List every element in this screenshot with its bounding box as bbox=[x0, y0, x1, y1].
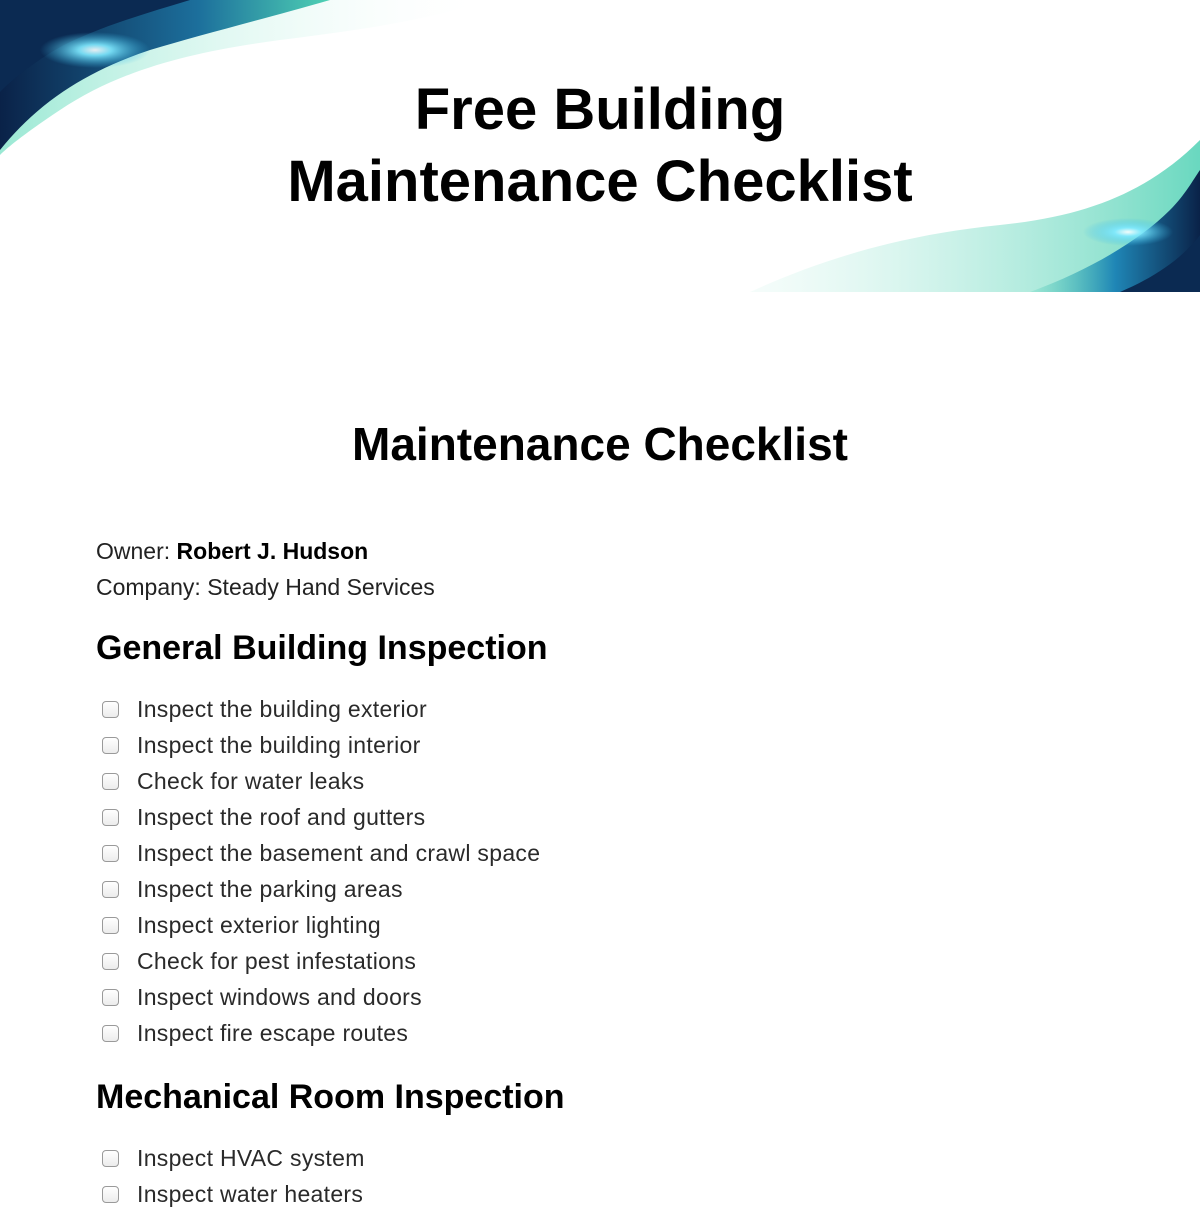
checklist-item bbox=[96, 943, 1096, 979]
checklist-item bbox=[96, 871, 1096, 907]
section-heading: General Building Inspection bbox=[96, 629, 548, 667]
checkbox[interactable] bbox=[102, 1025, 119, 1042]
checkbox[interactable] bbox=[102, 737, 119, 754]
checklist-item bbox=[96, 763, 1096, 799]
checklist-item bbox=[96, 691, 1096, 727]
owner-row bbox=[96, 533, 435, 569]
checklist-item bbox=[96, 835, 1096, 871]
checklist-item bbox=[96, 727, 1096, 763]
checkbox[interactable] bbox=[102, 809, 119, 826]
checklist-item-label: Inspect windows and doors bbox=[137, 983, 422, 1010]
checklist-item-label: Inspect exterior lighting bbox=[137, 911, 382, 938]
checkbox[interactable] bbox=[102, 917, 119, 934]
checkbox[interactable] bbox=[102, 953, 119, 970]
company-label: Company: bbox=[96, 574, 201, 600]
checklist bbox=[96, 1140, 1096, 1212]
checklist-item-label: Inspect fire escape routes bbox=[137, 1019, 409, 1046]
owner-value: Robert J. Hudson bbox=[176, 538, 369, 564]
owner-label: Owner: bbox=[96, 538, 171, 564]
checklist-item-label: Inspect water heaters bbox=[137, 1180, 364, 1207]
company-value: Steady Hand Services bbox=[207, 574, 435, 600]
checkbox[interactable] bbox=[102, 989, 119, 1006]
banner-title bbox=[0, 74, 1200, 218]
checkbox[interactable] bbox=[102, 881, 119, 898]
checkbox[interactable] bbox=[102, 773, 119, 790]
banner-title-line2: Maintenance Checklist bbox=[287, 149, 913, 214]
checklist-item-label: Inspect the roof and gutters bbox=[137, 803, 426, 830]
section-heading: Mechanical Room Inspection bbox=[96, 1078, 565, 1116]
checklist-item-label: Check for pest infestations bbox=[137, 947, 417, 974]
checklist bbox=[96, 691, 1096, 1051]
checklist-item-label: Inspect the building interior bbox=[137, 731, 421, 758]
checklist-item bbox=[96, 1140, 1096, 1176]
document-meta bbox=[96, 533, 435, 605]
checklist-item-label: Check for water leaks bbox=[137, 767, 365, 794]
checklist-item bbox=[96, 907, 1096, 943]
company-row bbox=[96, 569, 435, 605]
checklist-item bbox=[96, 1015, 1096, 1051]
section-general-building-inspection bbox=[96, 626, 1096, 1067]
checklist-item-label: Inspect the basement and crawl space bbox=[137, 839, 541, 866]
document-title: Maintenance Checklist bbox=[352, 418, 848, 470]
checkbox[interactable] bbox=[102, 1150, 119, 1167]
checkbox[interactable] bbox=[102, 701, 119, 718]
header-banner bbox=[0, 0, 1200, 292]
checklist-item bbox=[96, 799, 1096, 835]
checklist-item bbox=[96, 1176, 1096, 1212]
checklist-item-label: Inspect the parking areas bbox=[137, 875, 403, 902]
checklist-item bbox=[96, 979, 1096, 1015]
checklist-item-label: Inspect the building exterior bbox=[137, 695, 427, 722]
banner-title-line1: Free Building bbox=[414, 77, 786, 142]
section-mechanical-room-inspection bbox=[96, 1075, 1096, 1228]
checkbox[interactable] bbox=[102, 845, 119, 862]
checklist-item-label: Inspect HVAC system bbox=[137, 1144, 365, 1171]
